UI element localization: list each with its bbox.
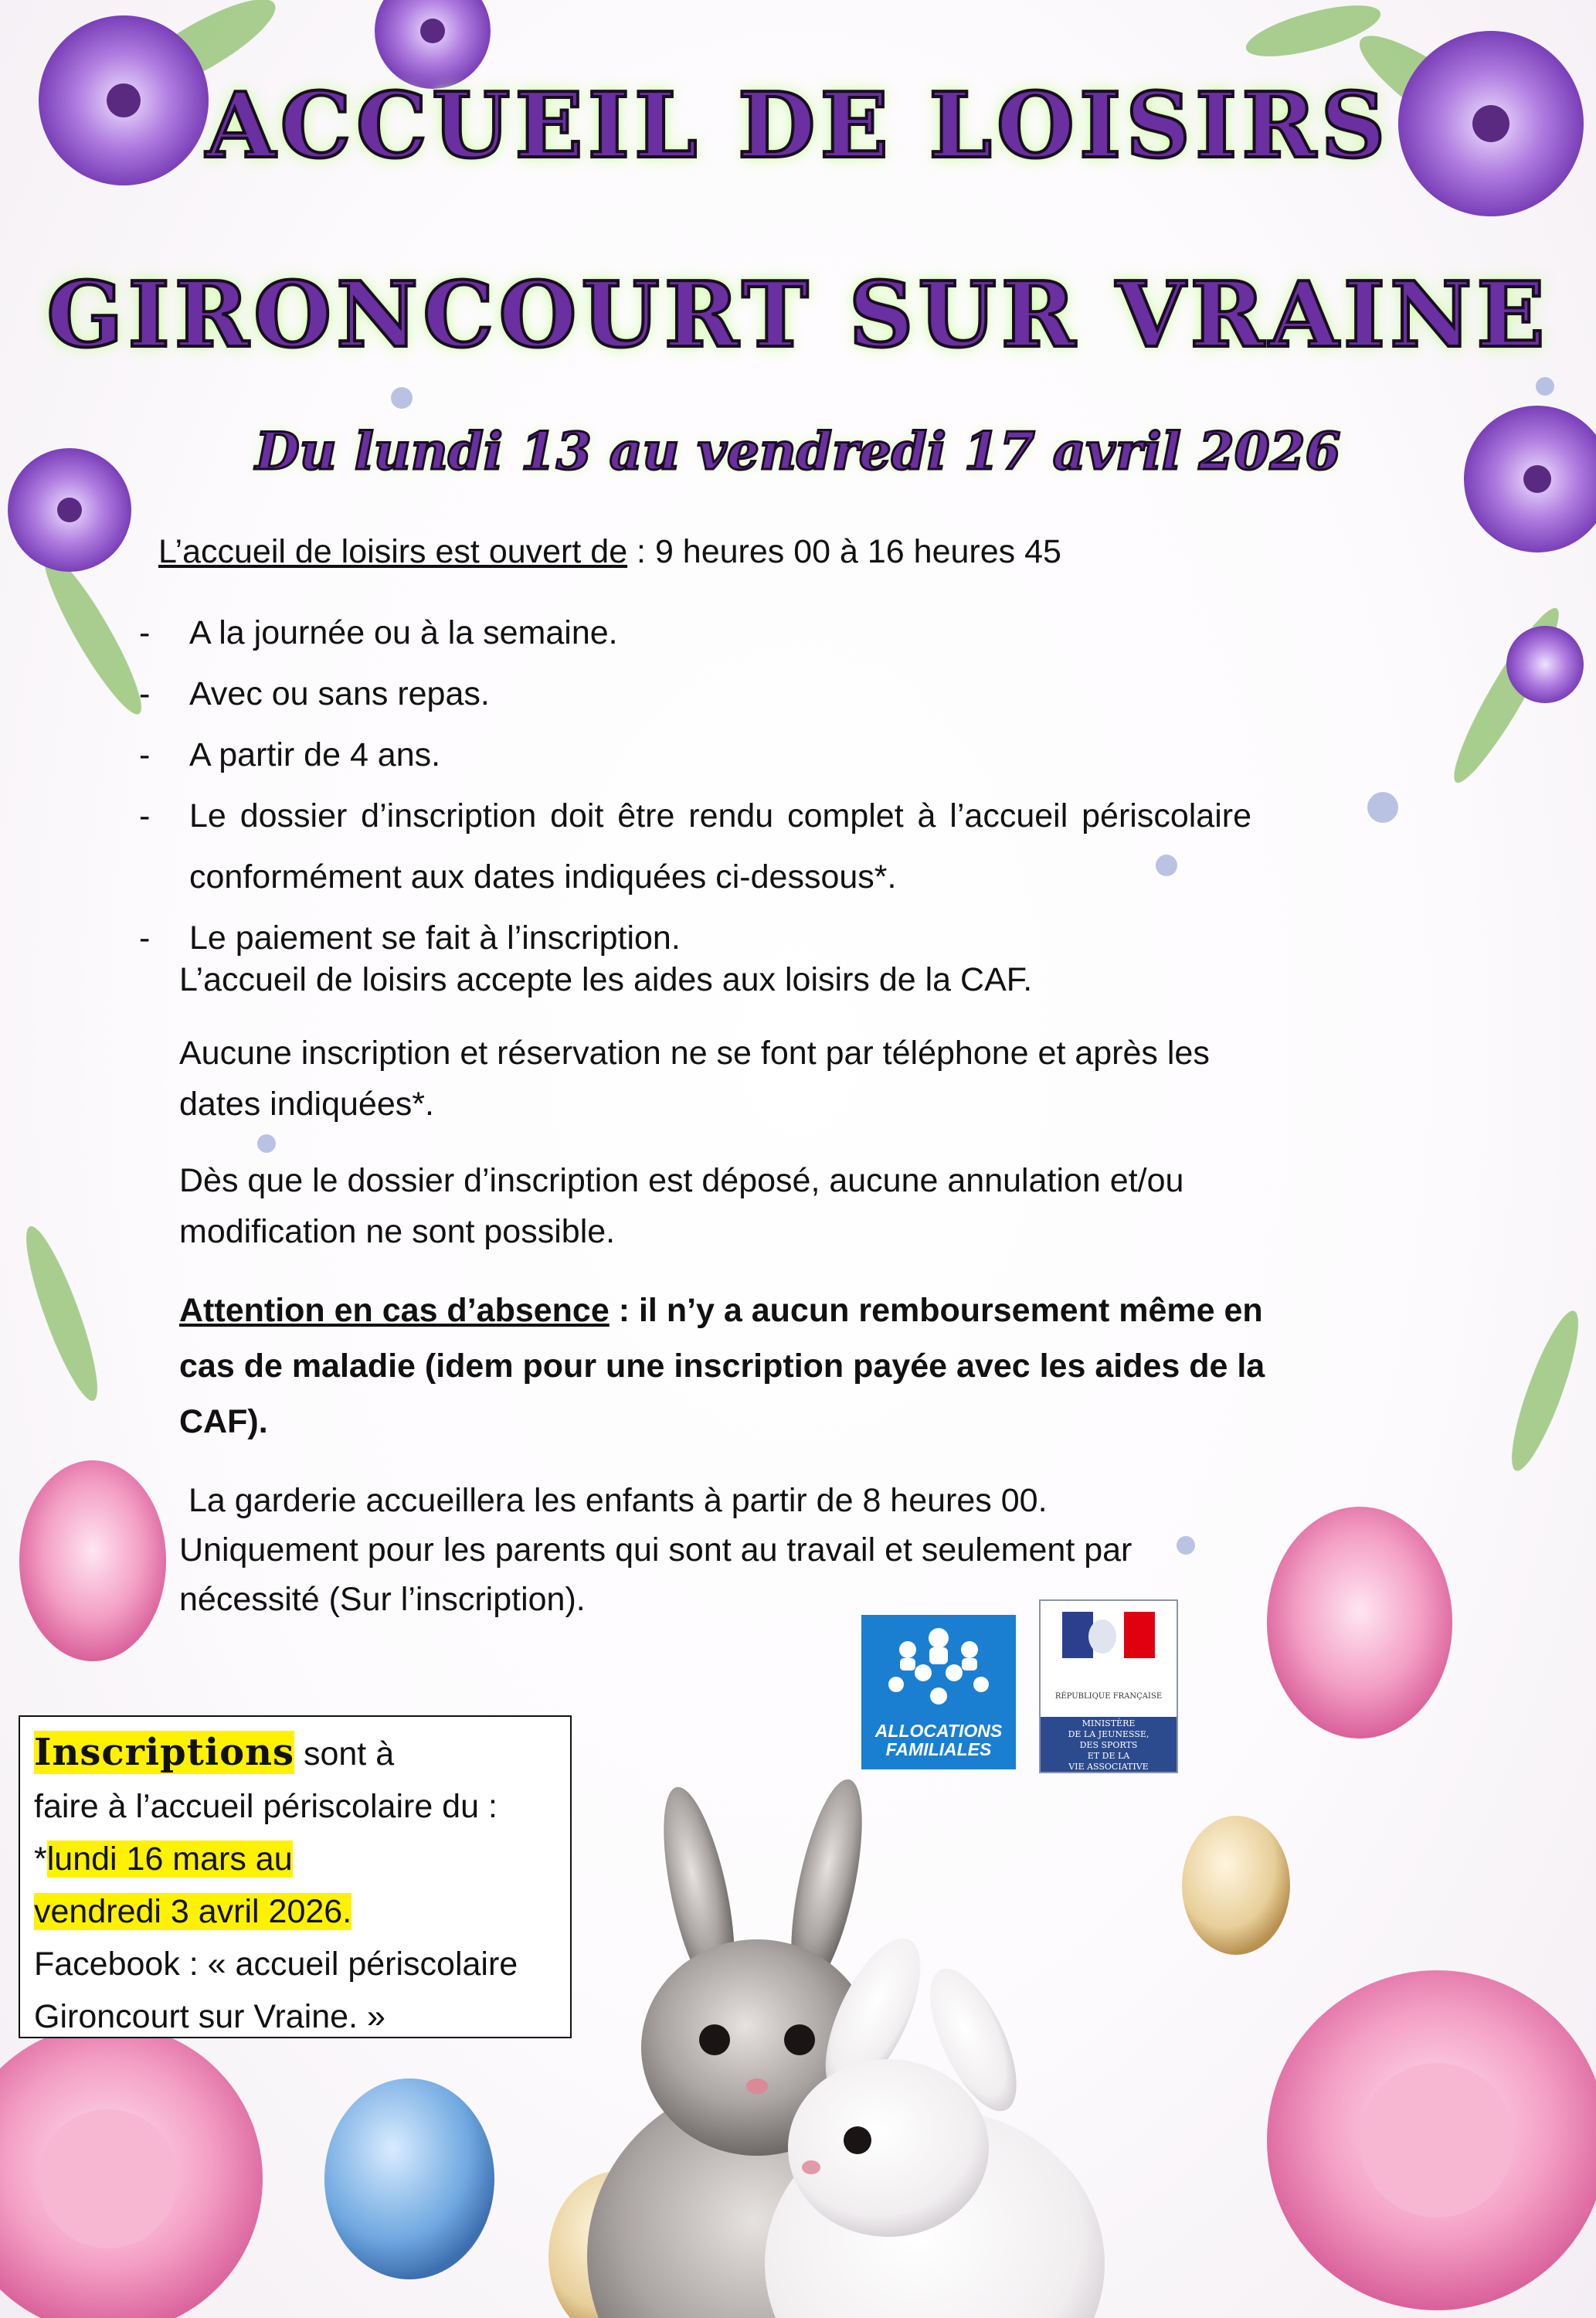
title-line-1: ACCUEIL DE LOISIRS (205, 73, 1391, 178)
blue-egg (324, 2078, 494, 2279)
opening-hours-label: L’accueil de loisirs est ouvert de (158, 533, 628, 570)
ministry-line: ET DE LA (1087, 1751, 1130, 1761)
facebook-line-2: Gironcourt sur Vraine. » (34, 1998, 385, 2035)
marianne-flag-icon (1041, 1601, 1177, 1686)
pink-tulip-right (1267, 1507, 1452, 1738)
ministry-line: VIE ASSOCIATIVE (1068, 1762, 1149, 1772)
box-line-2: faire à l’accueil périscolaire du : (34, 1788, 497, 1825)
facebook-line-1: Facebook : « accueil périscolaire (34, 1946, 518, 1983)
list-item: - A partir de 4 ans. (139, 725, 1251, 786)
inscription-start-date: lundi 16 mars au (46, 1840, 293, 1878)
opening-hours-value: : 9 heures 00 à 16 heures 45 (627, 533, 1061, 570)
list-item: - Le paiement se fait à l’inscription. (139, 908, 1251, 969)
ministry-line: DE LA JEUNESSE, (1068, 1729, 1149, 1739)
pink-rose-bottom-left (0, 2024, 263, 2318)
event-dates: Du lundi 13 au vendredi 17 avril 2026 (255, 421, 1341, 481)
list-item: - A la journée ou à la semaine. (139, 603, 1251, 664)
attention-label: Attention en cas d’absence (179, 1292, 610, 1329)
title-line-2: GIRONCOURT SUR VRAINE (46, 263, 1550, 368)
attention-paragraph (179, 1283, 1276, 1450)
no-cancellation-paragraph: Dès que le dossier d’inscription est déposé, aucune annulation et/ou modification ne sont possible. (179, 1162, 1184, 1250)
republique-francaise-label: RÉPUBLIQUE FRANÇAISE (1054, 1692, 1163, 1701)
box-star: * (34, 1840, 47, 1878)
caf-figures-icon (861, 1615, 1016, 1715)
conditions-list (139, 603, 1251, 969)
garderie-line-2: Uniquement pour les parents qui sont au travail et seulement par nécessité (Sur l’inscription). (179, 1531, 1132, 1618)
opening-hours (158, 533, 1061, 571)
cream-bud-right (1182, 1816, 1290, 1955)
box-line-1 (34, 1726, 556, 1780)
garderie-line-1: La garderie accueillera les enfants à partir de 8 heures 00. (188, 1482, 1048, 1519)
box-line-3 (34, 1833, 556, 1885)
inscription-end-date: vendredi 3 avril 2026. (34, 1893, 352, 1930)
box-line-4 (34, 1885, 556, 1938)
ministry-line: MINISTÈRE (1082, 1718, 1136, 1728)
inscriptions-box (19, 1715, 572, 2038)
ministry-logo (1039, 1599, 1178, 1773)
caf-label-1: ALLOCATIONS (874, 1721, 1003, 1741)
caf-logo (861, 1615, 1016, 1769)
list-item: - Le dossier d’inscription doit être rendu complet à l’accueil périscolaire conformément aux dates indiquées ci-dessous*. (139, 786, 1251, 908)
caf-aides-paragraph: L’accueil de loisirs accepte les aides aux loisirs de la CAF. (179, 961, 1033, 998)
inscriptions-word: Inscriptions (34, 1731, 295, 1774)
pink-rose-bottom-right (1267, 1970, 1596, 2310)
no-reservation-paragraph: Aucune inscription et réservation ne se font par téléphone et après les dates indiquées*. (179, 1035, 1210, 1123)
attention-text: : il n’y a aucun remboursement même en cas de maladie (idem pour une inscription payée avec les aides de la CAF). (179, 1292, 1265, 1440)
caf-label-2: FAMILIALES (885, 1739, 992, 1759)
list-item: - Avec ou sans repas. (139, 664, 1251, 725)
purple-flower-right-small (1506, 626, 1584, 703)
ministry-line: DES SPORTS (1079, 1740, 1138, 1750)
ministry-name (1041, 1718, 1177, 1772)
box-line-1-rest: sont à (294, 1735, 395, 1772)
pink-tulip-left (19, 1460, 166, 1661)
